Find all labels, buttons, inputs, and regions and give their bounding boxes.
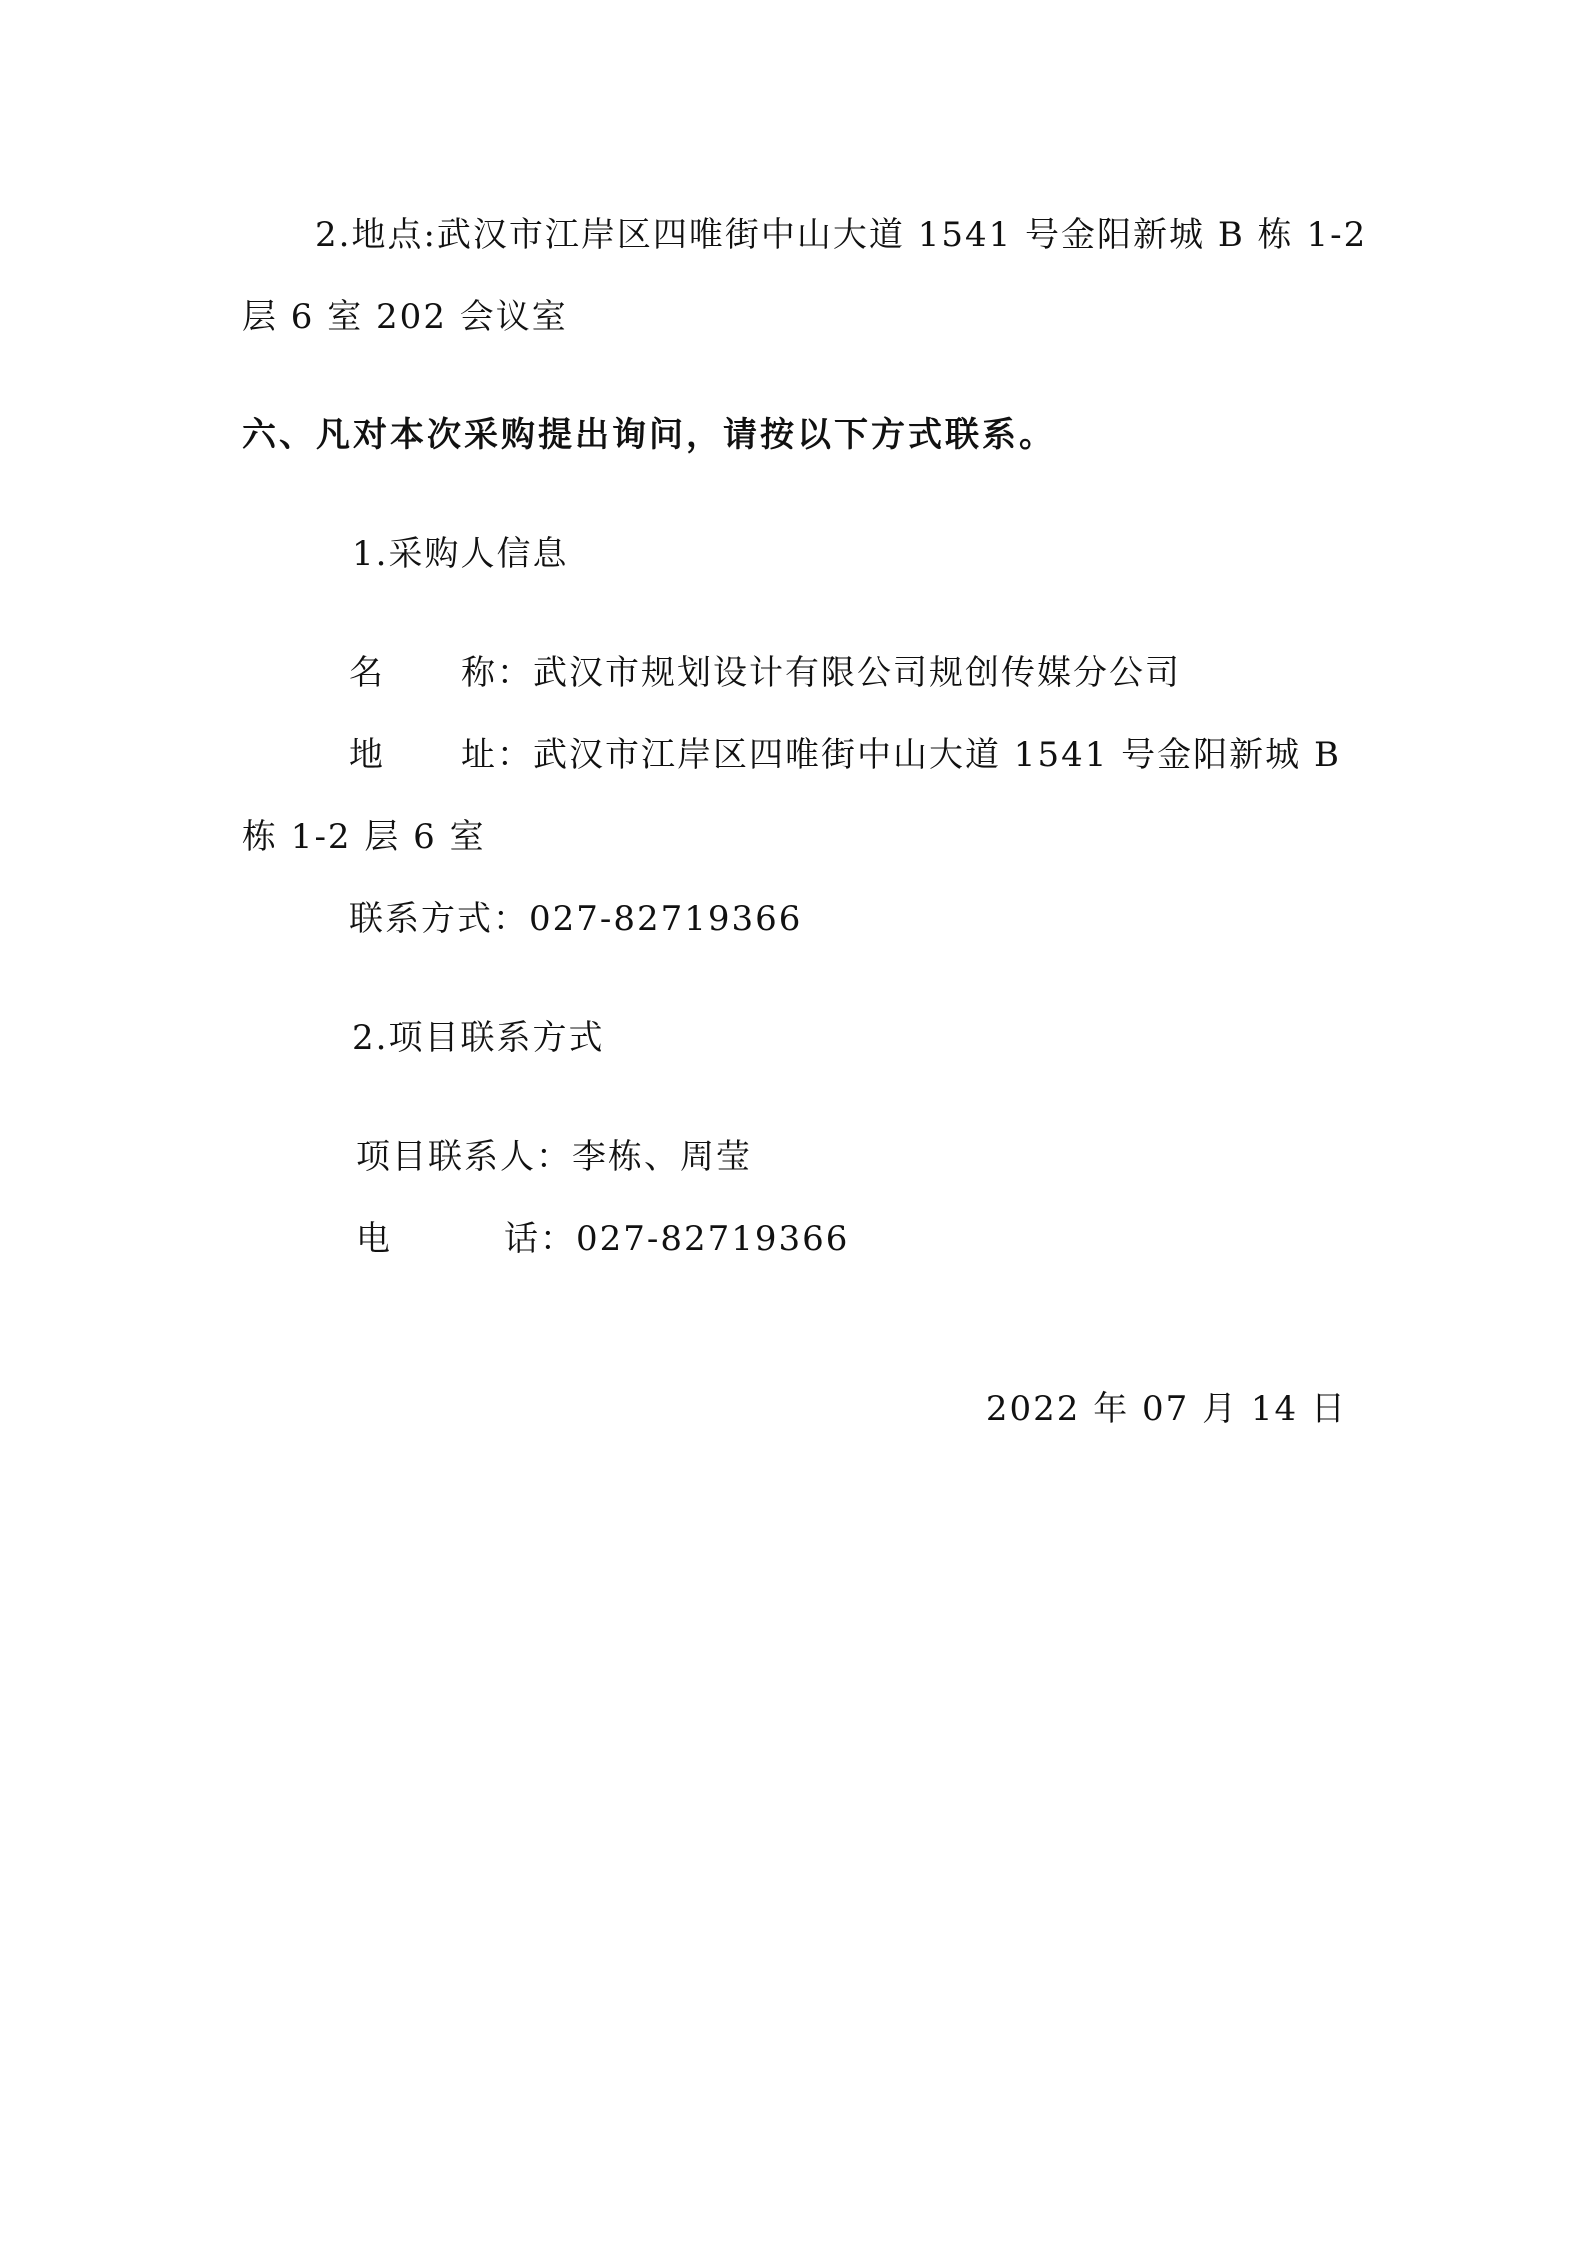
purchaser-address-line-2: 栋 1-2 层 6 室 [242,817,486,857]
name-label-a: 名 [349,653,385,693]
contact-value: 027-82719366 [529,899,803,939]
location-line-2: 层 6 室 202 会议室 [242,297,568,337]
document-date: 2022 年 07 月 14 日 [985,1389,1347,1429]
address-label-a: 地 [349,735,385,775]
phone-value: 027-82719366 [576,1219,850,1259]
purchaser-address-row [349,733,1341,777]
phone-label-b: 话： [504,1219,576,1259]
phone-label-a: 电 [356,1219,392,1259]
purchaser-contact-row [349,897,802,941]
project-phone-row [356,1217,849,1261]
section-six-heading: 六、凡对本次采购提出询问，请按以下方式联系。 [242,415,1056,455]
contact-person-label: 项目联系人： [356,1137,572,1177]
name-label-b: 称： [461,653,533,693]
location-line-1: 2.地点:武汉市江岸区四唯街中山大道 1541 号金阳新城 B 栋 1-2 [315,215,1368,255]
contact-person-value: 李栋、周莹 [572,1137,752,1177]
contact-label: 联系方式： [349,899,529,939]
address-label-b: 址： [461,735,533,775]
purchaser-address-value: 武汉市江岸区四唯街中山大道 1541 号金阳新城 B [533,735,1341,775]
purchaser-name-row [349,651,1181,695]
purchaser-info-title: 1.采购人信息 [352,534,569,574]
project-contact-title: 2.项目联系方式 [352,1018,605,1058]
purchaser-name-value: 武汉市规划设计有限公司规创传媒分公司 [533,653,1181,693]
project-contact-person-row [356,1135,752,1179]
